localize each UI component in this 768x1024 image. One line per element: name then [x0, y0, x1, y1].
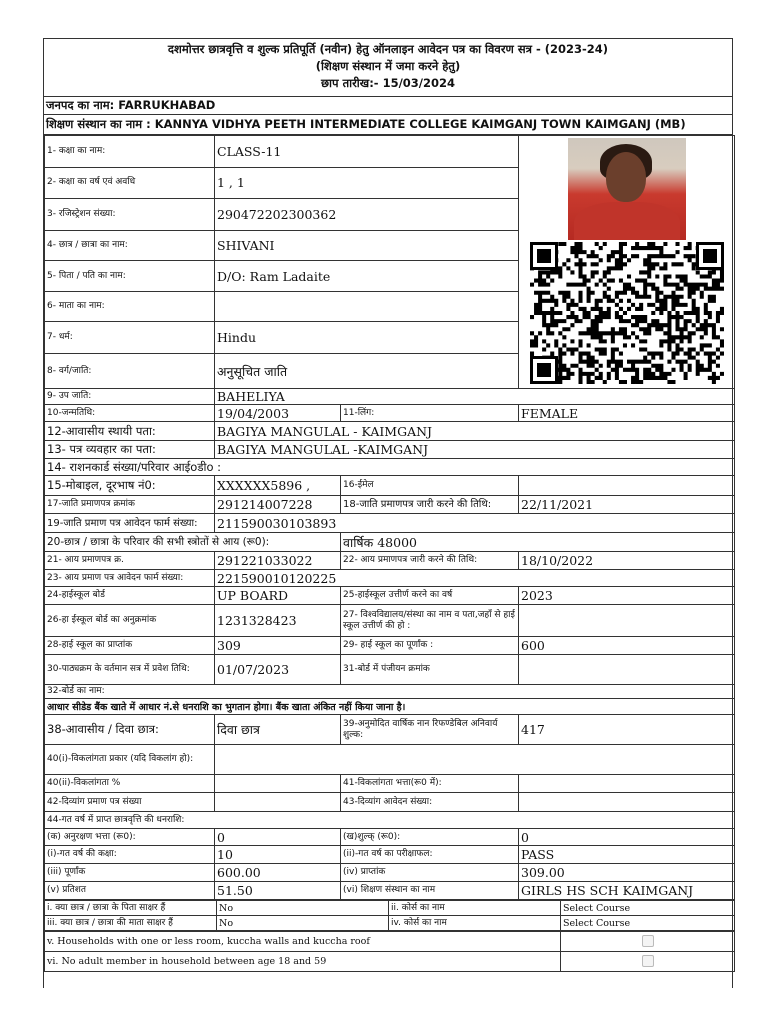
course-select-2[interactable]: Select Course	[561, 916, 735, 931]
residential-value: दिवा छात्र	[215, 715, 341, 745]
email-label: 16-ईमेल	[341, 476, 519, 496]
correspondence-address-label: 13- पत्र व्यवहार का पता:	[45, 441, 215, 459]
gender-label: 11-लिंग:	[341, 405, 519, 422]
subcaste-label: 9- उप जाति:	[45, 389, 215, 405]
board-reg-value	[519, 655, 735, 685]
maintenance-label: (क) अनुरक्षण भत्ता (रू0):	[45, 829, 215, 846]
mother-literate-label: iii. क्या छात्र / छात्रा की माता साक्षर हैं	[45, 916, 217, 931]
prev-institution-label: (vi) शिक्षण संस्थान का नाम	[341, 882, 519, 900]
residential-label: 38-आवासीय / दिवा छात्र:	[45, 715, 215, 745]
correspondence-address-value: BAGIYA MANGULAL -KAIMGANJ	[215, 441, 735, 459]
disability-allowance-label: 41-विकलांगता भत्ता(रू0 में):	[341, 775, 519, 793]
household-checks	[44, 931, 735, 972]
income-cert-date-label: 22- आय प्रमाणपत्र जारी करने की तिथि:	[341, 552, 519, 570]
board-reg-label: 31-बोर्ड में पंजीयन क्रमांक	[341, 655, 519, 685]
prev-result-value: PASS	[519, 846, 735, 864]
fee-prev-label: (ख)शुल्क् (रू0):	[341, 829, 519, 846]
checkbox-kuccha[interactable]	[642, 935, 654, 947]
fee-label: 39-अनुमोदित वार्षिक नान रिफण्डेबिल अनिवार्य शुल्क:	[341, 715, 519, 745]
hs-total-value: 600	[519, 637, 735, 655]
religion-label: 7- धर्म:	[45, 321, 215, 354]
course-name-label-2: iv. कोर्स का नाम	[389, 916, 561, 931]
mobile-value: XXXXXX5896 ,	[215, 476, 341, 496]
income-cert-value: 291221033022	[215, 552, 341, 570]
hs-total-label: 29- हाई स्कूल का पूर्णांक :	[341, 637, 519, 655]
caste-form-value: 211590030103893	[215, 514, 735, 533]
fee-value: 417	[519, 715, 735, 745]
maintenance-value: 0	[215, 829, 341, 846]
disability-cert-value	[215, 793, 341, 812]
category-label: 8- वर्ग/जाति:	[45, 354, 215, 389]
institution-name: शिक्षण संस्थान का नाम : KANNYA VIDHYA PEETH INTERMEDIATE COLLEGE KAIMGANJ TOWN KAIMGANJ (MB)	[44, 115, 732, 135]
hs-year-value: 2023	[519, 587, 735, 605]
mother-literate-value[interactable]: No	[217, 916, 389, 931]
check-label-no-adult: vi. No adult member in household between age 18 and 59	[45, 952, 561, 972]
caste-cert-value: 291214007228	[215, 496, 341, 514]
income-form-label: 23- आय प्रमाण पत्र आवेदन फार्म संख्या:	[45, 570, 215, 587]
fee-prev-value: 0	[519, 829, 735, 846]
student-photo	[568, 138, 686, 240]
admission-date-value: 01/07/2023	[215, 655, 341, 685]
form-title: दशमोत्तर छात्रवृत्ति व शुल्क प्रतिपूर्ति (नवीन) हेतु ऑनलाइन आवेदन पत्र का विवरण सत्र - (2023-24)	[167, 42, 609, 56]
permanent-address-label: 12-आवासीय स्थायी पता:	[45, 422, 215, 441]
mother-name-value	[215, 292, 519, 322]
subcaste-value: BAHELIYA	[215, 389, 735, 405]
prev-total-label: (iii) पूर्णांक	[45, 864, 215, 882]
hs-institution-label: 27- विश्वविद्यालय/संस्था का नाम व पता,जहाँ से हाई स्कूल उत्तीर्ण की हो :	[341, 605, 519, 637]
qr-code	[530, 242, 724, 384]
hs-obtained-label: 28-हाई स्कूल का प्राप्तांक	[45, 637, 215, 655]
hs-institution-value	[519, 605, 735, 637]
class-value: CLASS-11	[215, 136, 519, 168]
board-name-label: 32-बोर्ड का नाम:	[45, 685, 735, 699]
mobile-label: 15-मोबाइल, दूरभाष नं0:	[45, 476, 215, 496]
registration-value: 290472202300362	[215, 199, 519, 231]
category-value: अनुसूचित जाति	[215, 354, 519, 389]
literacy-table	[44, 900, 735, 931]
class-label: 1- कक्षा का नाम:	[45, 136, 215, 168]
details-table	[44, 135, 735, 900]
prev-obtained-value: 309.00	[519, 864, 735, 882]
caste-cert-date-label: 18-जाति प्रमाणपत्र जारी करने की तिथि:	[341, 496, 519, 514]
permanent-address-value: BAGIYA MANGULAL - KAIMGANJ	[215, 422, 735, 441]
course-select-1[interactable]: Select Course	[561, 901, 735, 916]
father-literate-label: i. क्या छात्र / छात्रा के पिता साक्षर हैं	[45, 901, 217, 916]
percent-value: 51.50	[215, 882, 341, 900]
hs-year-label: 25-हाईस्कूल उत्तीर्ण करने का वर्ष	[341, 587, 519, 605]
form-subtitle: (शिक्षण संस्थान में जमा करने हेतु)	[315, 59, 461, 73]
form-header	[44, 39, 732, 97]
student-name-label: 4- छात्र / छात्रा का नाम:	[45, 230, 215, 261]
checkbox-no-adult[interactable]	[642, 955, 654, 967]
percent-label: (v) प्रतिशत	[45, 882, 215, 900]
student-name-value: SHIVANI	[215, 230, 519, 261]
hs-obtained-value: 309	[215, 637, 341, 655]
prev-class-value: 10	[215, 846, 341, 864]
income-cert-label: 21- आय प्रमाणपत्र क्र.	[45, 552, 215, 570]
course-name-label-1: ii. कोर्स का नाम	[389, 901, 561, 916]
dob-value: 19/04/2003	[215, 405, 341, 422]
disability-percent-value	[215, 775, 341, 793]
disability-type-value	[215, 745, 735, 775]
income-label: 20-छात्र / छात्रा के परिवार की सभी स्त्रोतों से आय (रू0):	[45, 533, 341, 552]
ration-card-label: 14- राशनकार्ड संख्या/परिवार आईoडीo :	[45, 459, 735, 476]
father-name-label: 5- पिता / पति का नाम:	[45, 261, 215, 292]
print-date: छाप तारीख:- 15/03/2024	[321, 76, 455, 90]
dob-label: 10-जन्मतिथि:	[45, 405, 215, 422]
father-name-value: D/O: Ram Ladaite	[215, 261, 519, 292]
caste-cert-label: 17-जाति प्रमाणपत्र क्रमांक	[45, 496, 215, 514]
gender-value: FEMALE	[519, 405, 735, 422]
check-label-kuccha: v. Households with one or less room, kuccha walls and kuccha roof	[45, 932, 561, 952]
registration-label: 3- रजिस्ट्रेशन संख्या:	[45, 199, 215, 231]
disability-percent-label: 40(ii)-विकलांगता %	[45, 775, 215, 793]
application-form	[43, 38, 733, 988]
hs-roll-value: 1231328423	[215, 605, 341, 637]
mother-name-label: 6- माता का नाम:	[45, 292, 215, 322]
email-value	[519, 476, 735, 496]
prev-class-label: (i)-गत वर्ष की कक्षा:	[45, 846, 215, 864]
district-name: जनपद का नाम: FARRUKHABAD	[44, 97, 732, 115]
prev-result-label: (ii)-गत वर्ष का परीक्षाफल:	[341, 846, 519, 864]
aadhaar-notice: आधार सीडेड बैंक खाते में आधार नं.से धनराशि का भुगतान होगा। बैंक खाता अंकित नहीं किया जाना है।	[45, 699, 735, 715]
income-cert-date-value: 18/10/2022	[519, 552, 735, 570]
father-literate-value[interactable]: No	[217, 901, 389, 916]
photo-qr-cell	[519, 136, 735, 389]
prev-scholarship-label: 44-गत वर्ष में प्राप्त छात्रवृत्ति की धनराशि:	[45, 812, 735, 829]
disability-cert-label: 42-दिव्यांग प्रमाण पत्र संख्या	[45, 793, 215, 812]
income-form-value: 221590010120225	[215, 570, 735, 587]
disability-type-label: 40(i)-विकलांगता प्रकार (यदि विकलांग हो):	[45, 745, 215, 775]
disability-allowance-value	[519, 775, 735, 793]
class-year-label: 2- कक्षा का वर्ष एवं अवधि	[45, 167, 215, 199]
class-year-value: 1 , 1	[215, 167, 519, 199]
religion-value: Hindu	[215, 321, 519, 354]
prev-total-value: 600.00	[215, 864, 341, 882]
income-value: वार्षिक 48000	[341, 533, 735, 552]
hs-board-value: UP BOARD	[215, 587, 341, 605]
hs-roll-label: 26-हा ईस्कूल बोर्ड का अनुक्रमांक	[45, 605, 215, 637]
caste-form-label: 19-जाति प्रमाण पत्र आवेदन फार्म संख्या:	[45, 514, 215, 533]
hs-board-label: 24-हाईस्कूल बोर्ड	[45, 587, 215, 605]
disability-app-value	[519, 793, 735, 812]
caste-cert-date-value: 22/11/2021	[519, 496, 735, 514]
disability-app-label: 43-दिव्यांग आवेदन संख्या:	[341, 793, 519, 812]
admission-date-label: 30-पाठ्यक्रम के वर्तमान सत्र में प्रवेश तिथि:	[45, 655, 215, 685]
prev-obtained-label: (iv) प्राप्तांक	[341, 864, 519, 882]
prev-institution-value: GIRLS HS SCH KAIMGANJ	[519, 882, 735, 900]
